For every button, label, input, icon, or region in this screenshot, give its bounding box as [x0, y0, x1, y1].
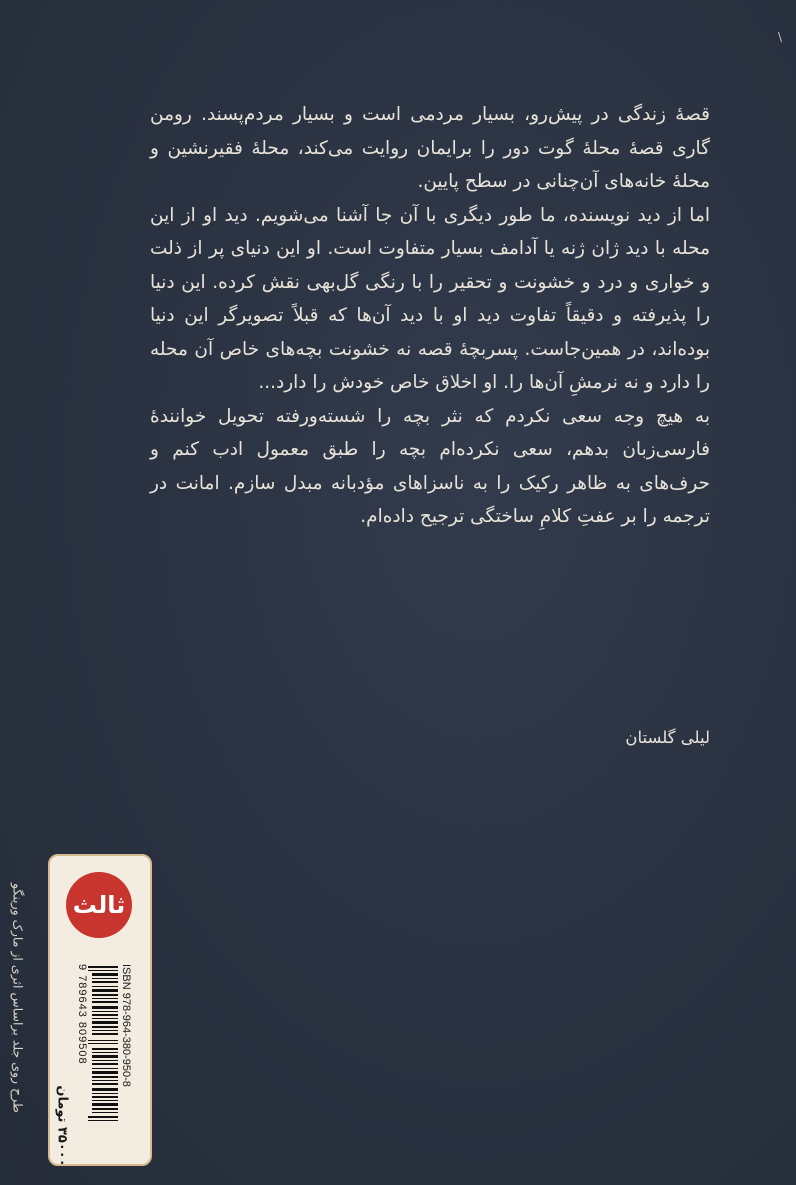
publisher-logo: [66, 872, 132, 938]
translator-signature: لیلی گلستان: [625, 728, 710, 747]
barcode-bars: [88, 962, 118, 1132]
blurb-paragraph-1: قصهٔ زندگی در پیش‌رو، بسیار مردمی است و بسیار مردم‌پسند. رومن گاری قصهٔ محلهٔ گوت دور را برایمان روایت می‌کند، محلهٔ فقیرنشین و محلهٔ خانه‌های آن‌چنانی در سطح پایین.: [150, 104, 710, 192]
corner-mark: \: [777, 30, 782, 44]
blurb-text: [150, 98, 710, 534]
barcode-digits: 9 789643 809508: [76, 964, 88, 1065]
price-text: ۳۵۰۰۰ تومان: [54, 1085, 70, 1167]
price-tag: [52, 1085, 72, 1167]
isbn-text: ISBN 978-964-380-950-8: [120, 964, 132, 1087]
blurb-paragraph-2: اما از دید نویسنده، ما طور دیگری با آن جا آشنا می‌شویم. دید او از این محله با دید ژان ژنه یا آدامف بسیار متفاوت است. او این دنیای پر از ذلت و خواری و درد و خشونت و تحقیر را با رنگی گل‌بهی نقش کرده. این دنیا را پذیرفته و دقیقاً تفاوت دید او با دید آن‌ها که قبلاً تصویرگر این دنیا بوده‌اند، در همین‌جاست. پسربچهٔ قصه نه خشونت بچه‌های خاص آن محله را دارد و نه نرمشِ آن‌ها را. او اخلاق خاص خودش را دارد...: [150, 204, 710, 393]
publisher-logo-text: ثالث: [72, 891, 126, 919]
cover-design-credit-text: طرح روی جلد براساس اثری از مارک ورینگو: [10, 883, 26, 1113]
cover-design-credit: [0, 883, 36, 1113]
blurb-paragraph-3: به هیچ وجه سعی نکردم که نثر بچه را شسته‌ورفته تحویل خوانندهٔ فارسی‌زبان بدهم، سعی نکرده‌ام بچه را طبق معمول ادب کنم و حرف‌های به ظاهر رکیک را به ناسزاهای مؤدبانه مبدل سازم. امانت در ترجمه را بر عفتِ کلامِ ساختگی ترجیح داده‌ام.: [150, 405, 710, 527]
barcode-block: [74, 962, 132, 1132]
barcode-rotated: [74, 962, 132, 1132]
